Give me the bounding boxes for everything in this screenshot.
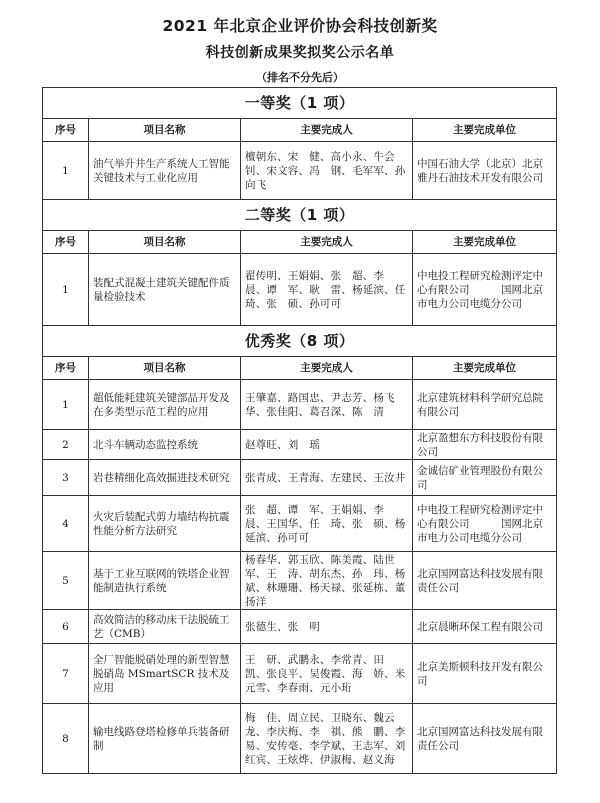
row-project-name: 输电线路登塔检修单兵装备研制 xyxy=(89,704,241,774)
row-org: 北京美斯顿科技开发有限公司 xyxy=(413,644,557,704)
section-title: 一等奖（1 项） xyxy=(43,88,557,119)
col-header-org: 主要完成单位 xyxy=(413,357,557,380)
section-header-row xyxy=(43,200,557,231)
row-no: 5 xyxy=(43,552,89,610)
col-header-no: 序号 xyxy=(43,231,89,254)
row-no: 7 xyxy=(43,644,89,704)
table-row xyxy=(43,704,557,774)
row-org: 中电投工程研究检测评定中心有限公司 国网北京市电力公司电缆分公司 xyxy=(413,254,557,326)
row-people: 赵尊旺、刘 瑶 xyxy=(241,430,413,460)
row-people: 檀朝东、宋 健、高小永、牛会钊、宋文容、冯 钢、毛军军、孙向飞 xyxy=(241,142,413,200)
document-subtitle: 科技创新成果奖拟奖公示名单 xyxy=(205,45,395,61)
col-header-org: 主要完成单位 xyxy=(413,119,557,142)
row-people: 梅 佳、周立民、卫晓东、魏云龙、李庆梅、李 祺、熊 鹏、李 易、安传毫、李学斌、王志军、刘红宾、王炫烨、伊淑梅、赵义海 xyxy=(241,704,413,774)
table-row xyxy=(43,610,557,644)
table-row xyxy=(43,142,557,200)
row-people: 王肇嘉、路国忠、尹志芳、杨飞华、张佳阳、葛召深、陈 清 xyxy=(241,380,413,430)
section-title: 二等奖（1 项） xyxy=(43,200,557,231)
row-project-name: 装配式混凝土建筑关键配件质量检验技术 xyxy=(89,254,241,326)
table-row xyxy=(43,644,557,704)
row-project-name: 岩巷精细化高效掘进技术研究 xyxy=(89,460,241,496)
row-org: 北京盈想东方科技股份有限公司 xyxy=(413,430,557,460)
row-people: 张德生、张 明 xyxy=(241,610,413,644)
award-table-wrapper xyxy=(42,87,556,774)
row-people: 张青成、王青海、左建民、王汝井 xyxy=(241,460,413,496)
row-people: 翟传明、王娟娟、张 超、李 晨、谭 军、耿 雷、杨延滨、任 琦、张 硕、孙可可 xyxy=(241,254,413,326)
row-people: 张 超、谭 军、王娟娟、李 晨、王国华、任 琦、张 硕、杨延滨、孙可可 xyxy=(241,496,413,552)
table-row xyxy=(43,380,557,430)
row-project-name: 高效简洁的移动床干法脱硫工艺（CMB） xyxy=(89,610,241,644)
row-people: 杨春华、郭玉欣、陈美霞、陆世军、王 涛、胡东杰、孙 玮、杨 斌、林珊珊、杨天禄、张延栋、董扬洋 xyxy=(241,552,413,610)
row-org: 中国石油大学（北京）北京雅丹石油技术开发有限公司 xyxy=(413,142,557,200)
table-row xyxy=(43,496,557,552)
row-project-name: 超低能耗建筑关键部品开发及在多类型示范工程的应用 xyxy=(89,380,241,430)
table-row xyxy=(43,552,557,610)
table-row xyxy=(43,430,557,460)
table-row xyxy=(43,460,557,496)
column-header-row xyxy=(43,231,557,254)
col-header-name: 项目名称 xyxy=(89,231,241,254)
row-project-name: 全厂智能脱硝处理的新型智慧脱硝岛 MSmartSCR 技术及应用 xyxy=(89,644,241,704)
row-no: 8 xyxy=(43,704,89,774)
row-no: 1 xyxy=(43,254,89,326)
row-org: 北京国网富达科技发展有限责任公司 xyxy=(413,552,557,610)
col-header-no: 序号 xyxy=(43,357,89,380)
section-header-row xyxy=(43,88,557,119)
row-no: 1 xyxy=(43,380,89,430)
row-no: 6 xyxy=(43,610,89,644)
row-project-name: 火灾后装配式剪力墙结构抗震性能分析方法研究 xyxy=(89,496,241,552)
document-title: 2021 年北京企业评价协会科技创新奖 xyxy=(162,17,438,35)
row-no: 3 xyxy=(43,460,89,496)
award-table xyxy=(42,87,557,774)
row-project-name: 北斗车辆动态监控系统 xyxy=(89,430,241,460)
section-title: 优秀奖（8 项） xyxy=(43,326,557,357)
row-org: 金诚信矿业管理股份有限公司 xyxy=(413,460,557,496)
row-org: 北京建筑材料科学研究总院有限公司 xyxy=(413,380,557,430)
col-header-people: 主要完成人 xyxy=(241,231,413,254)
row-project-name: 基于工业互联网的铁塔企业智能制造执行系统 xyxy=(89,552,241,610)
row-no: 1 xyxy=(43,142,89,200)
row-project-name: 油气举升井生产系统人工智能关键技术与工业化应用 xyxy=(89,142,241,200)
column-header-row xyxy=(43,119,557,142)
col-header-no: 序号 xyxy=(43,119,89,142)
col-header-name: 项目名称 xyxy=(89,119,241,142)
row-org: 中电投工程研究检测评定中心有限公司 国网北京市电力公司电缆分公司 xyxy=(413,496,557,552)
row-no: 4 xyxy=(43,496,89,552)
col-header-people: 主要完成人 xyxy=(241,357,413,380)
table-row xyxy=(43,254,557,326)
ranking-note: （排名不分先后） xyxy=(256,71,344,84)
col-header-people: 主要完成人 xyxy=(241,119,413,142)
col-header-name: 项目名称 xyxy=(89,357,241,380)
row-org: 北京晨晰环保工程有限公司 xyxy=(413,610,557,644)
row-no: 2 xyxy=(43,430,89,460)
row-people: 王 研、武鹏永、李常青、田 凯、张良平、吴俊霞、海 娇、米元雪、李春雨、元小珩 xyxy=(241,644,413,704)
col-header-org: 主要完成单位 xyxy=(413,231,557,254)
section-header-row xyxy=(43,326,557,357)
row-org: 北京国网富达科技发展有限责任公司 xyxy=(413,704,557,774)
column-header-row xyxy=(43,357,557,380)
